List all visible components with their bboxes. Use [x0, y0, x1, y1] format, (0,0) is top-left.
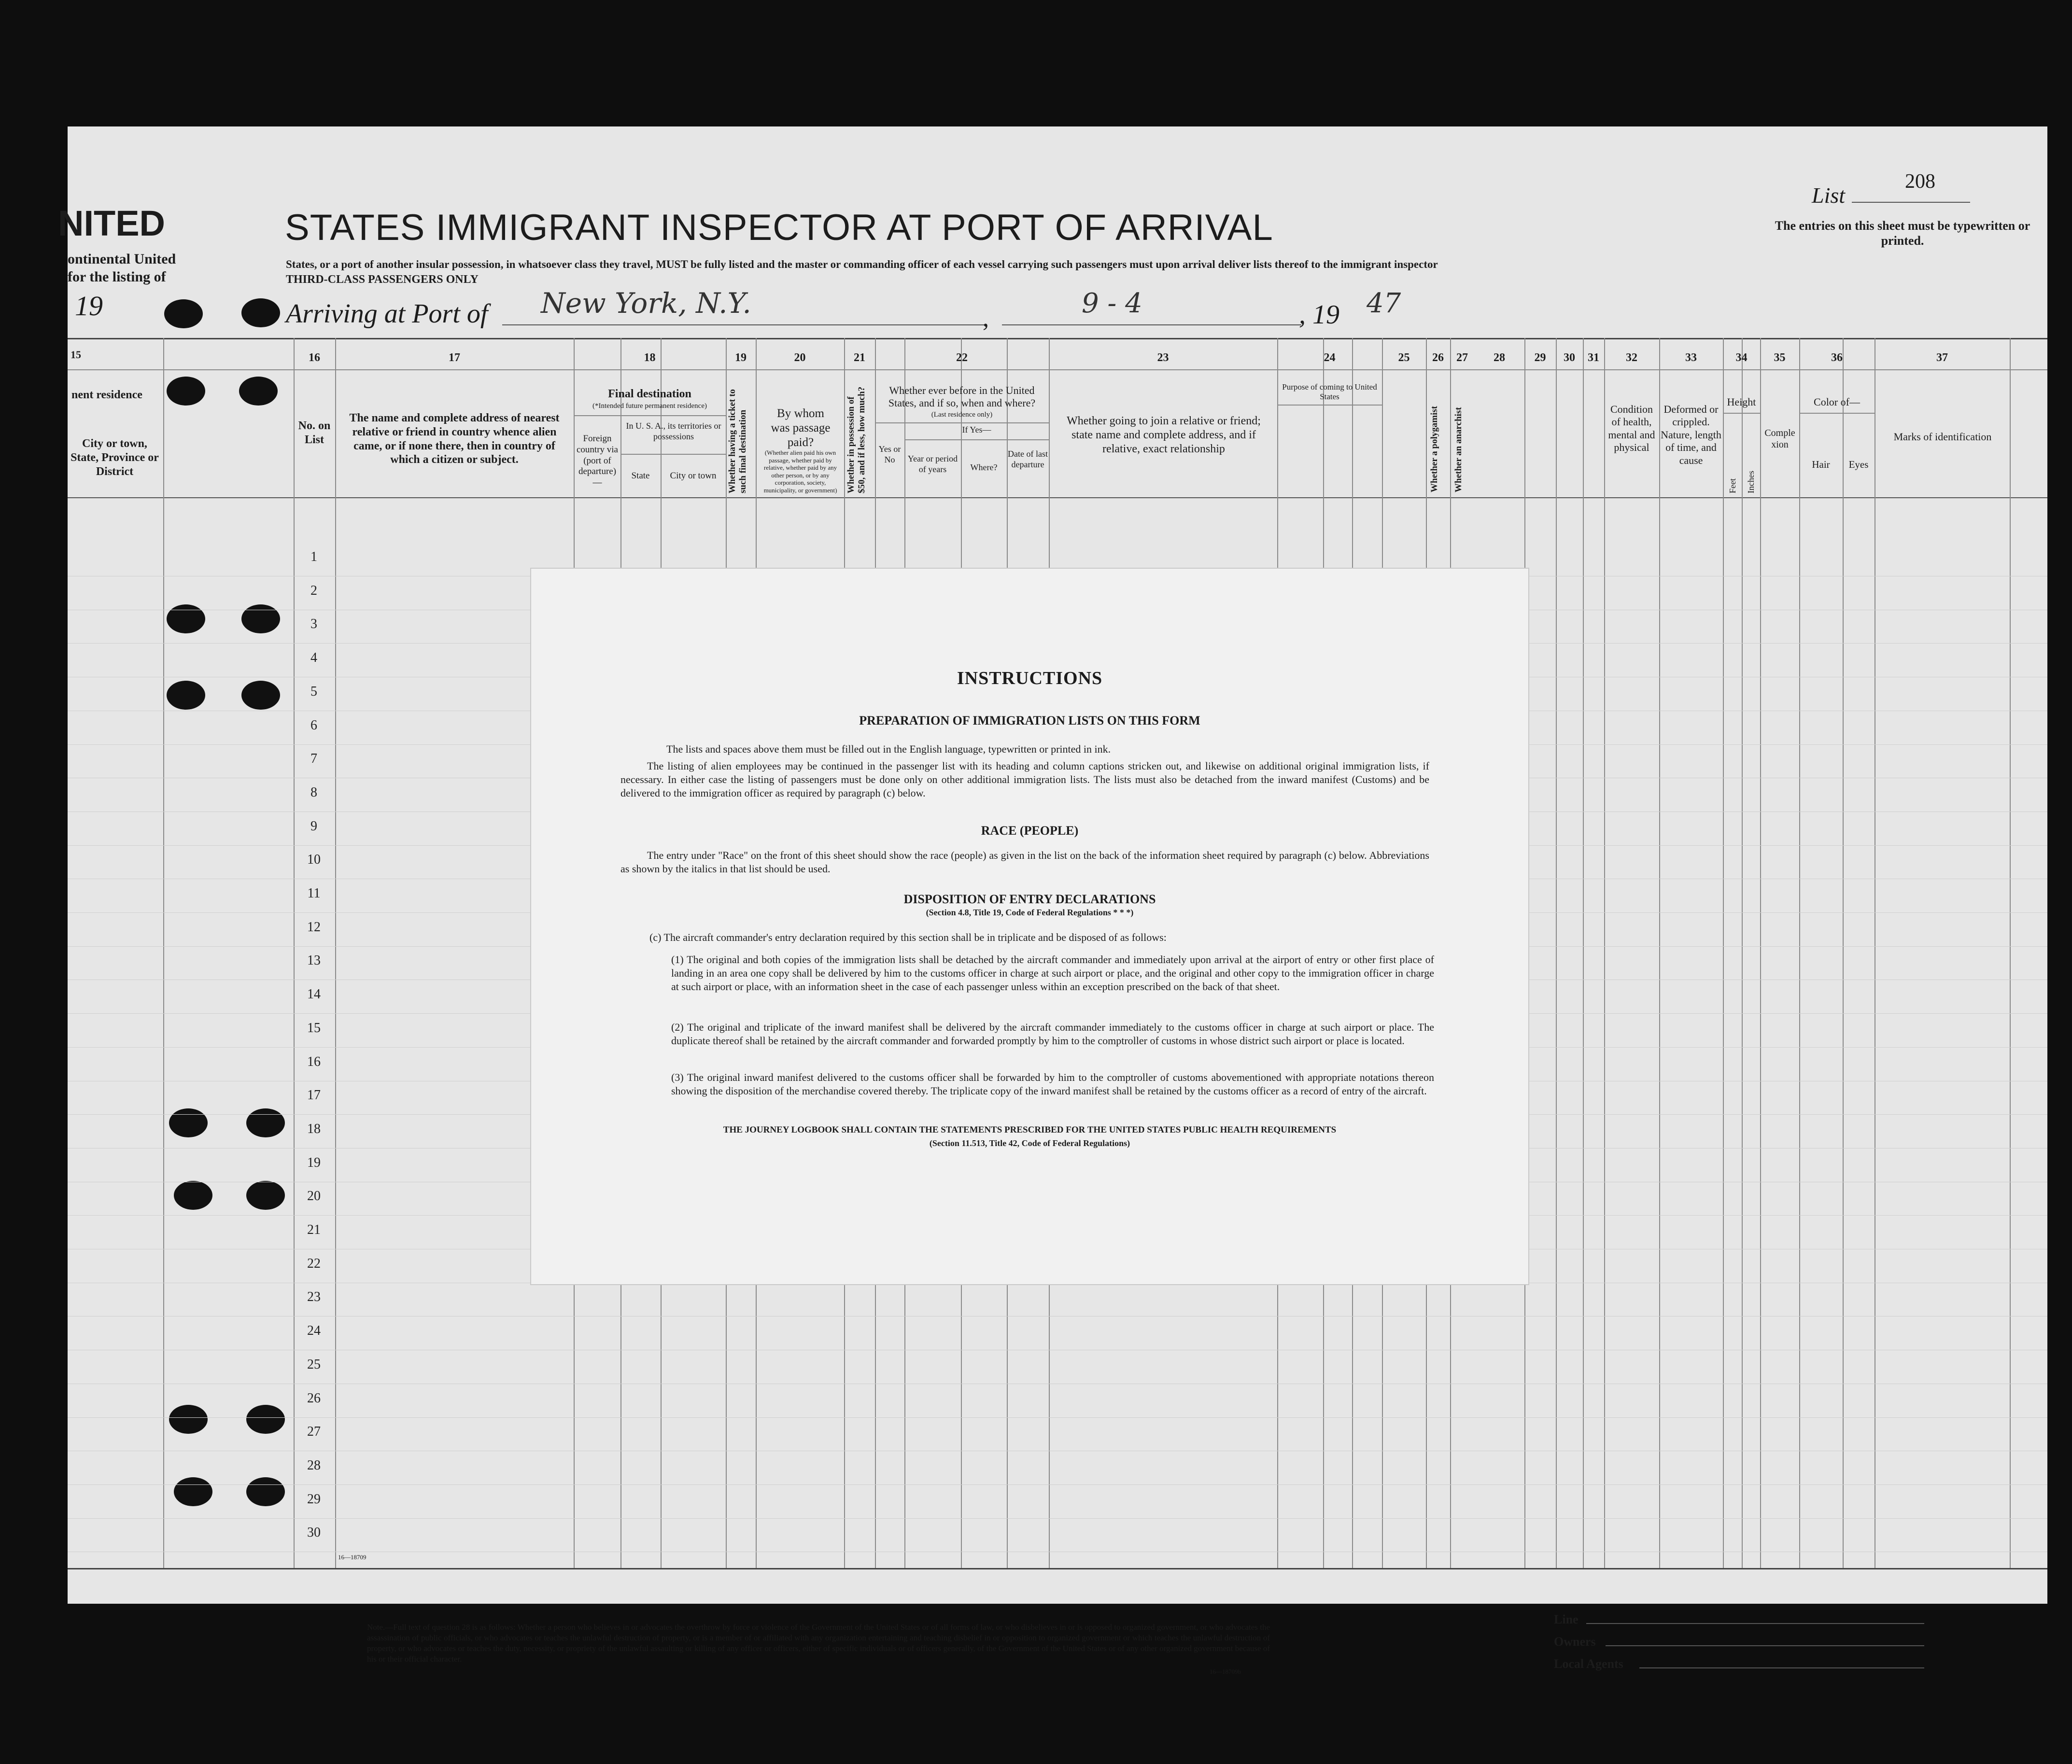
col-num-36: 36	[1831, 351, 1843, 364]
row-number: 10	[307, 852, 321, 868]
row-number: 3	[310, 616, 317, 632]
col-num-23: 23	[1157, 351, 1169, 364]
punch-hole	[246, 1477, 285, 1506]
row-number: 16	[307, 1054, 321, 1069]
header-color-of: Color of—	[1814, 396, 1860, 408]
col-num-33: 33	[1685, 351, 1697, 364]
instructions-item3: (3) The original inward manifest delivered to the customs officer shall be forwarded by him to the comptroller of customs abovementioned with appropriate notations thereon showing the disposition of the merchandise covered thereby. The triplicate copy of the inward manifest shall be retained by the customs officer as a record of entry of the aircraft.	[671, 1071, 1434, 1097]
row-number: 1	[310, 549, 317, 564]
header-height: Height	[1727, 396, 1756, 408]
row-number: 23	[307, 1289, 321, 1305]
col-num-37: 37	[1936, 351, 1948, 364]
instructions-p1: The lists and spaces above them must be filled out in the English language, typewritten or printed in ink.	[666, 743, 1111, 755]
subtitle: States, or a port of another insular possession, in whatsoever class they travel, MUST be fully listed and the master or commanding officer of each vessel carrying such passengers must upon arrival deliver lists thereof to the immigrant inspector	[286, 258, 1438, 270]
row-number: 30	[307, 1525, 321, 1540]
col-num-32: 32	[1626, 351, 1637, 364]
arriving-label: Arriving at Port of	[286, 299, 488, 329]
row-number: 4	[310, 650, 317, 666]
col-num-28: 28	[1494, 351, 1505, 364]
header-foreign-country: Foreign country via (port of departure)—	[576, 434, 618, 488]
col-num-22: 22	[956, 351, 968, 364]
header-anarchist: Whether an anarchist	[1453, 407, 1464, 492]
row-number: 25	[307, 1357, 321, 1372]
year-value: 47	[1367, 288, 1401, 319]
col-num-18: 18	[644, 351, 656, 364]
header-final-destination-note: (*Intended future permanent residence)	[592, 402, 707, 410]
row-number: 5	[310, 684, 317, 699]
col-num-19: 19	[735, 351, 747, 364]
punch-hole	[164, 299, 203, 328]
row-number: 18	[307, 1121, 321, 1136]
date-value: 9 - 4	[1082, 288, 1142, 319]
col-num-16: 16	[309, 351, 320, 364]
header-eyes: Eyes	[1848, 459, 1869, 470]
header-last-departure: Date of last departure	[1008, 449, 1048, 469]
instructions-heading-disposition: DISPOSITION OF ENTRY DECLARATIONS	[903, 892, 1156, 906]
header-ticket: Whether having a ticket to such final destination	[727, 389, 748, 493]
left-title-fragment: NITED	[58, 203, 165, 243]
class-line: THIRD-CLASS PASSENGERS ONLY	[286, 273, 479, 286]
year-prefix: , 19	[1299, 300, 1339, 330]
row-number: 27	[307, 1424, 321, 1440]
punch-hole	[167, 377, 205, 406]
row-number: 11	[307, 886, 321, 901]
instructions-heading-race: RACE (PEOPLE)	[981, 824, 1079, 838]
instructions-item1: (1) The original and both copies of the immigration lists shall be detached by the aircraft commander and immediately upon arrival at the airport of entry or other first place of landing in an area one copy shall be delivered by him to the customs officer in charge at such airport or place, and the original and other copy to the immigration officer in charge at such airport or place, with an information sheet in the case of each passenger unless within an exception prescribed on the back of that sheet.	[671, 953, 1434, 993]
row-number: 17	[307, 1088, 321, 1103]
punch-hole	[174, 1181, 212, 1210]
header-marks: Marks of identification	[1893, 431, 1992, 443]
page-title: STATES IMMIGRANT INSPECTOR AT PORT OF ARRIVAL	[285, 207, 1273, 248]
header-year-or-period: Year or period of years	[907, 454, 958, 474]
header-yes-or-no: Yes or No	[878, 444, 901, 464]
row-number: 8	[310, 784, 317, 800]
row-rule	[68, 1417, 2047, 1418]
left-city-label: City or town, State, Province or District	[70, 437, 159, 478]
instructions-p3: The entry under "Race" on the front of this sheet should show the race (people) as given in the list on the back of the information sheet required by paragraph (c) below. Abbreviations as shown by the italics in that list should be used.	[620, 849, 1429, 875]
row-rule	[68, 1484, 2047, 1485]
punch-hole	[241, 298, 280, 327]
instructions-heading-disposition-sub: (Section 4.8, Title 19, Code of Federal Regulations * * *)	[926, 908, 1134, 917]
col-num-30: 30	[1564, 351, 1575, 364]
row-number: 14	[307, 987, 321, 1002]
row-number: 21	[307, 1222, 321, 1237]
punch-hole	[246, 1181, 285, 1210]
punch-hole	[241, 604, 280, 633]
header-last-residence: (Last residence only)	[931, 411, 993, 419]
punch-hole	[246, 1108, 285, 1137]
row-number: 15	[307, 1020, 321, 1036]
header-if-yes: If Yes—	[962, 425, 991, 434]
row-number: 29	[307, 1491, 321, 1507]
punch-hole	[169, 1405, 208, 1434]
row-number: 2	[310, 583, 317, 598]
col-num-27: 27	[1456, 351, 1468, 364]
row-number: 20	[307, 1189, 321, 1204]
header-feet: Feet	[1728, 478, 1737, 493]
row-number: 19	[307, 1155, 321, 1170]
row-number: 26	[307, 1390, 321, 1406]
row-number: 22	[307, 1256, 321, 1271]
punch-hole	[167, 681, 205, 710]
row-number: 9	[310, 818, 317, 834]
row-number: 28	[307, 1457, 321, 1473]
list-number: 208	[1905, 170, 1935, 193]
row-number: 12	[307, 919, 321, 935]
header-state: State	[631, 471, 650, 481]
header-where: Where?	[970, 462, 998, 472]
col-num-24: 24	[1324, 351, 1336, 364]
local-agents-label: Local Agents	[1554, 1657, 1623, 1671]
header-final-destination: Final destination	[608, 388, 691, 400]
punch-hole	[241, 681, 280, 710]
col-num-21: 21	[854, 351, 865, 364]
instructions-footer2: (Section 11.513, Title 42, Code of Federal Regulations)	[929, 1138, 1130, 1148]
left-line-2: for the listing of	[68, 269, 166, 285]
punch-hole	[239, 377, 278, 406]
instructions-p4: (c) The aircraft commander's entry declaration required by this section shall be in triplicate and be disposed of as follows:	[649, 931, 1167, 943]
header-join-relative: Whether going to join a relative or friend; state name and complete address, and if relative, exact relationship	[1067, 415, 1261, 455]
col-num-20: 20	[794, 351, 806, 364]
col-num-26: 26	[1432, 351, 1444, 364]
col15-number: 15	[70, 349, 81, 361]
header-in-usa: In U. S. A., its territories or possessions	[626, 421, 721, 441]
row-number: 24	[307, 1323, 321, 1339]
header-passage-paid: By whom was passage paid?	[771, 407, 831, 449]
col-num-35: 35	[1774, 351, 1786, 364]
instructions-item2: (2) The original and triplicate of the inward manifest shall be delivered by the aircraft commander immediately to the customs officer in charge at such airport or place. The duplicate thereof shall be retained by the aircraft commander and forwarded promptly by him to the comptroller of customs in whose district such airport or place is located.	[671, 1021, 1434, 1047]
list-label: List	[1812, 183, 1846, 208]
row-number: 13	[307, 953, 321, 968]
header-no-on-list: No. on List	[298, 420, 331, 446]
col-num-29: 29	[1534, 351, 1546, 364]
row-number: 6	[310, 717, 317, 733]
owners-label: Owners	[1554, 1635, 1596, 1649]
header-passage-paid-note: (Whether alien paid his own passage, whether paid by relative, whether paid by any other person, or by any corporation, society, municipality, or government)	[763, 449, 837, 494]
left-year: 19	[75, 290, 103, 322]
row-number: 7	[310, 751, 317, 767]
footer-note: Note.—Full text of question 28 is as follows: Whether a person who believes in or advocates the overthrow by force or violence of the Government of the United States or of all forms of law, or who disbelieves in or is opposed to organized government, or who advocates the assassination of public officials, or who advocates or teaches the unlawful destruction of property, or is a member of or affiliated with any organization entertaining and teaching disbelief in or opposition to organized government or which teaches the unlawful destruction of property, or who advocates or teaches the duty, necessity, or propriety of the unlawful assaulting or killing of any officer or officers, either of specific individuals or of officers generally, of the Government of the United States or of any other organized government because of his or their official character.	[367, 1623, 1270, 1664]
col-num-17: 17	[449, 351, 460, 364]
punch-hole	[246, 1405, 285, 1434]
instructions-sheet	[531, 569, 1528, 1284]
port-value: New York, N.Y.	[541, 287, 751, 320]
instructions-p2: The listing of alien employees may be continued in the passenger list with its heading and column captions stricken out, and likewise on additional original immigration lists, if necessary. In either case the listing of passengers must be done only on other additional immigration lists. The lists must also be detached from the inward manifest (Customs) and be delivered to the immigration officer as required by paragraph (c) below.	[620, 760, 1429, 799]
left-line-1: ontinental United	[68, 251, 176, 267]
header-fifty-dollars: Whether in possession of $50, and if less, how much?	[846, 386, 867, 493]
header-purpose: Purpose of coming to United States	[1282, 382, 1377, 402]
header-city-or-town: City or town	[670, 471, 717, 481]
header-deformed: Deformed or crippled. Nature, length of time, and cause	[1661, 403, 1721, 466]
punch-hole	[174, 1477, 212, 1506]
col-num-31: 31	[1588, 351, 1599, 364]
footer-form-number: 16—18709b	[1210, 1668, 1241, 1675]
header-polygamist: Whether a polygamist	[1429, 406, 1439, 492]
instructions-title: INSTRUCTIONS	[957, 668, 1103, 688]
punch-hole	[169, 1108, 208, 1137]
instructions-heading-preparation: PREPARATION OF IMMIGRATION LISTS ON THIS FORM	[859, 714, 1200, 728]
left-residence-label: nent residence	[71, 389, 142, 401]
instructions-footer1: THE JOURNEY LOGBOOK SHALL CONTAIN THE STATEMENTS PRESCRIBED FOR THE UNITED STATES PUBLIC HEALTH REQUIREMENTS	[723, 1125, 1337, 1135]
line-label: Line	[1554, 1612, 1579, 1626]
small-form-code: 16—18709	[338, 1554, 366, 1561]
header-complexion: Complexion	[1764, 428, 1795, 450]
header-inches: Inches	[1746, 471, 1756, 493]
punch-hole	[167, 604, 205, 633]
header-health: Condition of health, mental and physical	[1608, 403, 1655, 454]
typewritten-note: The entries on this sheet must be typewritten or printed.	[1775, 219, 2030, 248]
header-ever-before: Whether ever before in the United States, and if so, when and where?	[888, 384, 1036, 409]
col-num-34: 34	[1735, 351, 1748, 364]
header-hair: Hair	[1812, 459, 1830, 470]
row-rule	[68, 1518, 2047, 1519]
header-nearest-relative: The name and complete address of nearest relative or friend in country whence alien came, or if none there, then in country of which a citizen or subject.	[349, 412, 560, 466]
col-num-25: 25	[1398, 351, 1410, 364]
